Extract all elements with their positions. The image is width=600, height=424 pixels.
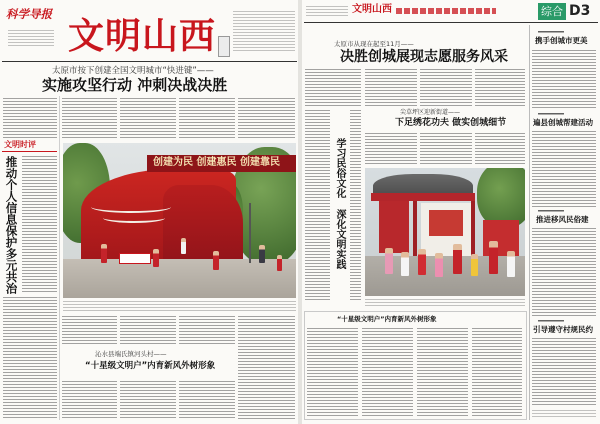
bottom-story-headline: “十星级文明户”内育新风外树形象: [85, 361, 216, 371]
photo-lamp-post: [249, 203, 251, 263]
photo-person: [101, 244, 107, 263]
body-text-column: [3, 98, 57, 138]
sidebar-kicker: [538, 210, 564, 213]
photo-child: [507, 251, 515, 277]
header-slogan-strip: [396, 8, 496, 14]
photo-column: [413, 201, 417, 256]
vertical-story-headline: 学习民俗文化 深化文明实践: [334, 138, 345, 269]
sidebar-headline: 携手创城市更美: [535, 36, 588, 45]
feature-story-kicker: 尖草坪区迎新街道——: [400, 109, 461, 116]
photo-child: [401, 252, 409, 276]
sidebar-headline: 引导遵守村规民约: [533, 325, 593, 334]
sidebar-body-text: [532, 338, 596, 406]
photo-person: [213, 251, 219, 270]
body-text-column: [417, 328, 468, 416]
page-number: D3: [569, 3, 591, 19]
commentary-headline: 推动个人信息保护多元共治: [4, 156, 19, 294]
photo-building-roof: [373, 174, 473, 194]
body-text-column: [62, 98, 117, 139]
photo-tree: [477, 168, 525, 228]
photo-person: [277, 255, 282, 271]
body-text-column: [350, 110, 361, 300]
section-masthead-small: 文明山西: [352, 4, 392, 15]
sidebar-body-text: [532, 50, 596, 108]
body-text-column: [179, 316, 235, 346]
body-text-column: [472, 328, 522, 416]
photo-child: [435, 253, 443, 277]
dateline-text: [306, 6, 348, 18]
photo-building-eave: [371, 193, 475, 201]
photo-wall-calligraphy: [103, 213, 165, 223]
logo-subtext: [8, 30, 54, 48]
page-footer-credits: [532, 410, 596, 417]
photo-column: [471, 201, 475, 256]
photo-booth-poster: [429, 210, 463, 236]
bottom-story-kicker: 沁水县端氏镇河头村——: [95, 350, 167, 358]
body-text-column: [120, 381, 176, 419]
section-masthead: 文明山西: [68, 15, 217, 57]
body-text-column: [475, 69, 525, 107]
lead-story-headline: 实施攻坚行动 冲刺决战决胜: [42, 76, 228, 94]
sidebar-kicker: [538, 31, 564, 34]
body-text-column: [420, 69, 472, 107]
sidebar-headline: 遍县创城帮建活动: [533, 118, 593, 127]
feature-story-headline: 下足绣花功夫 做实创城细节: [395, 118, 507, 128]
photo-slogan-text: 创建为民 创建惠民 创建靠民: [153, 157, 280, 168]
photo-child: [418, 249, 426, 275]
photo-ground: [63, 259, 296, 298]
section-tag-label: 综合: [541, 5, 563, 18]
photo-wall-calligraphy: [91, 201, 171, 213]
lead-story-kicker: 太原市从现在起至11月——: [334, 40, 414, 48]
dateline-text: [233, 11, 295, 51]
body-text-column: [179, 98, 235, 139]
photo-person: [153, 249, 159, 267]
body-text-column: [305, 110, 330, 300]
bottom-story-headline: “十星级文明户”内育新风外树形象: [337, 315, 437, 323]
body-text-column: [307, 328, 358, 416]
photo-person: [259, 245, 265, 263]
masthead-info-box: [218, 36, 230, 57]
lead-story-kicker: 太原市按下创建全国文明城市“快进键”——: [52, 66, 214, 76]
photo-child: [471, 254, 478, 276]
photo-caption: [365, 299, 525, 306]
body-text-column: [420, 133, 472, 166]
body-text-column: [475, 133, 525, 166]
column-divider: [59, 96, 60, 420]
sidebar-kicker: [538, 320, 564, 323]
body-text-column: [62, 381, 117, 419]
photo-volunteer: [453, 244, 462, 274]
body-text-column: [22, 156, 57, 292]
body-text-column: [120, 98, 176, 139]
sidebar-headline: 推进移风民俗建: [536, 215, 589, 224]
photo-person: [181, 238, 186, 254]
header-rule: [2, 61, 297, 62]
body-text-column: [3, 297, 57, 419]
body-text-column: [238, 316, 295, 419]
photo-red-wall-wing: [163, 185, 243, 261]
newspaper-logo: 科学导报: [6, 7, 52, 21]
photo-placard: [119, 253, 151, 264]
body-text-column: [365, 69, 417, 107]
news-photo-volunteers: [365, 168, 525, 296]
sidebar-body-text: [532, 228, 596, 316]
body-text-column: [365, 133, 417, 166]
body-text-column: [62, 316, 117, 346]
photo-volunteer: [489, 241, 498, 274]
body-text-column: [362, 328, 413, 416]
header-rule: [304, 22, 598, 23]
photo-caption: [63, 301, 296, 313]
body-text-column: [238, 98, 295, 139]
body-text-column: [179, 381, 235, 419]
commentary-column-label: 文明时评: [4, 140, 36, 149]
news-photo-red-wall: [63, 143, 296, 298]
body-text-column: [305, 69, 361, 107]
sidebar-divider: [529, 25, 530, 420]
sidebar-kicker: [538, 113, 564, 116]
lead-story-headline: 决胜创城展现志愿服务风采: [340, 49, 508, 65]
body-text-column: [120, 316, 176, 346]
photo-child: [385, 248, 393, 274]
photo-red-signboard: [379, 201, 409, 253]
sidebar-body-text: [532, 131, 596, 207]
commentary-label-rule: [2, 151, 57, 152]
